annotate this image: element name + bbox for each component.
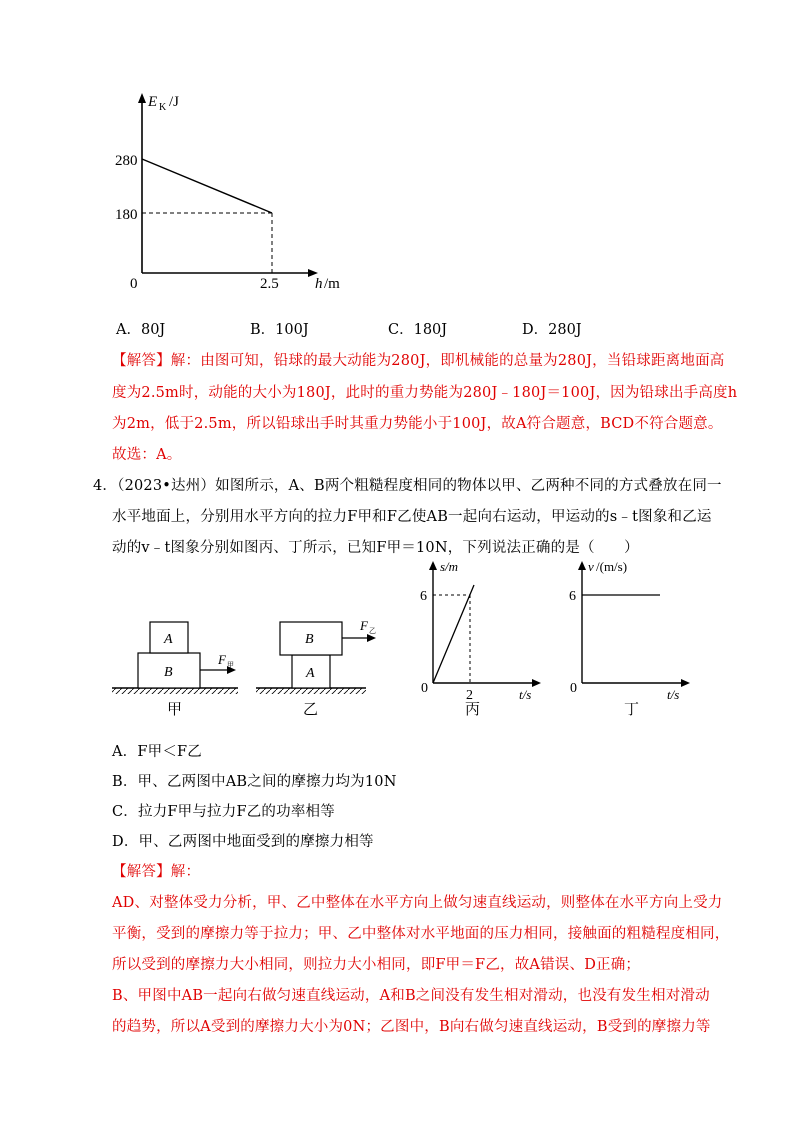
svg-text:s/m: s/m — [440, 559, 459, 574]
caption-ding: 丁 — [624, 702, 640, 718]
x-tick-2-5: 2.5 — [260, 276, 279, 292]
svg-text:甲: 甲 — [227, 661, 234, 669]
q4-stem-line-1: 4．（2023•达州）如图所示，A、B两个粗糙程度相同的物体以甲、乙两种不同的方式叠放在同一 — [93, 478, 722, 494]
svg-text:6: 6 — [420, 589, 427, 604]
figure-jia — [108, 612, 243, 717]
svg-text:B: B — [305, 632, 314, 647]
origin-label: 0 — [130, 276, 138, 292]
q4-option-c: C．拉力F甲与拉力F乙的功率相等 — [112, 804, 335, 820]
q3-answer-line-4: 故选：A。 — [112, 447, 182, 463]
caption-bing: 丙 — [465, 702, 481, 718]
x-axis-label-unit: /m — [324, 276, 340, 292]
y-axis-label-e: E — [148, 94, 158, 110]
q3-option-d: D．280J — [522, 322, 582, 338]
q3-answer-line-2: 度为2.5m时，动能的大小为180J，此时的重力势能为280J﹣180J＝100J，因为铅球出手高度h — [112, 385, 738, 401]
q4-answer-line-2: 平衡，受到的摩擦力等于拉力；甲、乙中整体对水平地面的压力相同，接触面的粗糙程度相同， — [112, 926, 730, 942]
y-axis-label-unit: /J — [169, 94, 180, 110]
q4-answer-line-3: 所以受到的摩擦力大小相同，则拉力大小相同，即F甲＝F乙，故A错误、D正确； — [112, 957, 641, 973]
q4-stem-line-2: 水平地面上，分别用水平方向的拉力F甲和F乙使AB一起向右运动，甲运动的s﹣t图象和乙运 — [112, 509, 712, 525]
svg-text:0: 0 — [421, 681, 428, 696]
q4-stem-line-3: 动的v﹣t图象分别如图丙、丁所示，已知F甲＝10N，下列说法正确的是（ ） — [112, 540, 639, 556]
figure-yi — [252, 612, 387, 717]
svg-text:/(m/s): /(m/s) — [596, 559, 628, 574]
y-tick-280: 280 — [115, 153, 138, 169]
y-axis-label-sub: K — [159, 102, 167, 113]
q4-answer-line-1: AD、对整体受力分析，甲、乙中整体在水平方向上做匀速直线运动，则整体在水平方向上受力 — [112, 895, 723, 911]
svg-text:6: 6 — [569, 589, 576, 604]
ek-line — [142, 159, 272, 213]
q4-option-d: D．甲、乙两图中地面受到的摩擦力相等 — [112, 834, 374, 850]
q4-answer-line-4: B、甲图中AB一起向右做匀速直线运动，A和B之间没有发生相对滑动，也没有发生相对滑动 — [112, 988, 710, 1004]
svg-text:乙: 乙 — [369, 627, 376, 635]
q3-answer-line-1: 【解答】解：由图可知，铅球的最大动能为280J，即机械能的总量为280J，当铅球距离地面高 — [112, 353, 725, 369]
svg-text:F: F — [218, 652, 226, 667]
q4-option-a: A．F甲＜F乙 — [112, 744, 202, 760]
svg-text:2: 2 — [466, 688, 473, 703]
x-axis-label-h: h — [315, 276, 323, 292]
ek-h-graph — [100, 85, 360, 300]
svg-text:t/s: t/s — [519, 687, 532, 702]
q4-answer-header: 【解答】解： — [112, 864, 201, 880]
q3-option-a: A．80J — [116, 322, 166, 338]
svg-text:A: A — [164, 632, 173, 647]
figure-bing-st-graph — [405, 555, 550, 720]
svg-text:0: 0 — [570, 681, 577, 696]
svg-text:F: F — [360, 618, 368, 633]
st-line — [433, 585, 474, 683]
y-tick-180: 180 — [115, 207, 138, 223]
svg-text:t/s: t/s — [667, 687, 680, 702]
q3-option-c: C．180J — [388, 322, 448, 338]
svg-text:v: v — [588, 559, 594, 574]
q3-answer-line-3: 为2m，低于2.5m，所以铅球出手时其重力势能小于100J，故A符合题意，BCD不符合题意。 — [112, 416, 723, 432]
svg-text:A: A — [306, 666, 315, 681]
q3-option-b: B．100J — [250, 322, 309, 338]
caption-jia: 甲 — [167, 702, 183, 717]
q4-option-b: B．甲、乙两图中AB之间的摩擦力均为10N — [112, 774, 397, 790]
caption-yi: 乙 — [303, 702, 319, 717]
svg-text:B: B — [164, 665, 173, 680]
figure-ding-vt-graph — [560, 555, 700, 720]
q4-answer-line-5: 的趋势，所以A受到的摩擦力大小为0N；乙图中，B向右做匀速直线运动，B受到的摩擦力等 — [112, 1019, 711, 1035]
